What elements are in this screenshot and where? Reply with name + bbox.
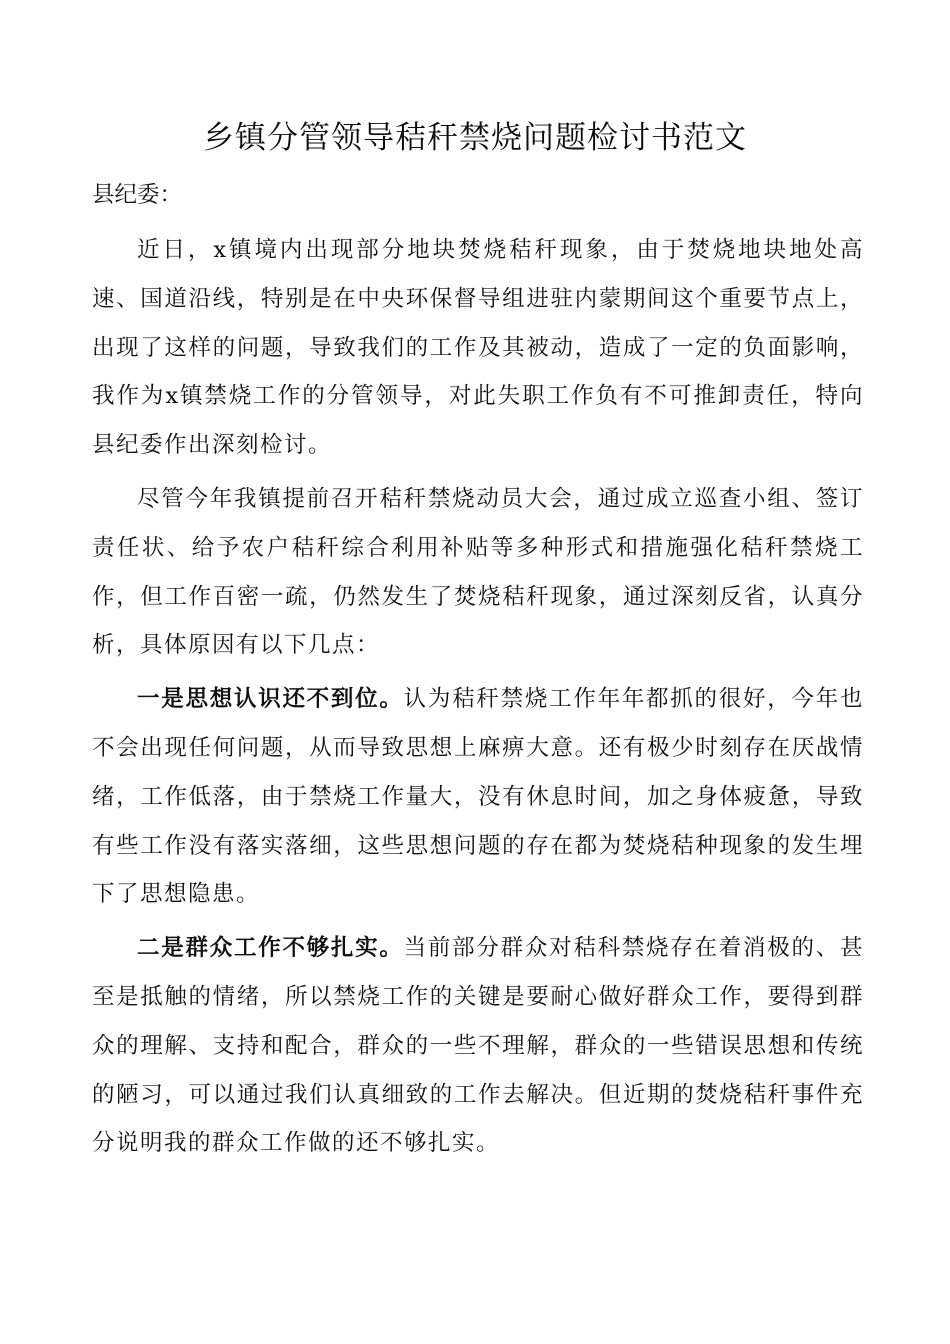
paragraph-4-lead: 二是群众工作不够扎实。 bbox=[137, 935, 404, 962]
salutation: 县纪委： bbox=[92, 182, 183, 208]
paragraph-3-lead: 一是思想认识还不到位。 bbox=[137, 686, 404, 713]
paragraph-4-text: 当前部分群众对秸科禁烧存在着消极的、甚至是抵触的情绪，所以禁烧工作的关键是要耐心做好群众工作，要得到群众的理解、支持和配合，群众的一些不理解，群众的一些错误思想和传统的陋习，可以通过我们认真细致的工作去解决。但近期的焚烧秸秆事件充分说明我的群众工作做的还不够扎实。 bbox=[92, 935, 864, 1157]
paragraph-3 bbox=[92, 675, 864, 919]
paragraph-1 bbox=[92, 226, 864, 470]
paragraph-4 bbox=[92, 924, 864, 1168]
paragraph-2 bbox=[92, 475, 864, 670]
paragraph-1-text: 近日，x镇境内出现部分地块焚烧秸秆现象，由于焚烧地块地处高速、国道沿线，特别是在中央环保督导组进驻内蒙期间这个重要节点上，出现了这样的问题，导致我们的工作及其被动，造成了一定的负面影响，我作为x镇禁烧工作的分管领导，对此失职工作负有不可推卸责任，特向县纪委作出深刻检讨。 bbox=[92, 237, 864, 459]
document-body bbox=[92, 226, 864, 1173]
paragraph-2-text: 尽管今年我镇提前召开秸秆禁烧动员大会，通过成立巡查小组、签订责任状、给予农户秸秆综合利用补贴等多种形式和措施强化秸秆禁烧工作，但工作百密一疏，仍然发生了焚烧秸秆现象，通过深刻反省，认真分析，具体原因有以下几点： bbox=[92, 485, 864, 659]
paragraph-3-text: 认为秸秆禁烧工作年年都抓的很好，今年也不会出现任何问题，从而导致思想上麻痹大意。还有极少时刻存在厌战情绪，工作低落，由于禁烧工作量大，没有休息时间，加之身体疲惫，导致有些工作没有落实落细，这些思想问题的存在都为焚烧秸种现象的发生埋下了思想隐患。 bbox=[92, 686, 864, 908]
document-title: 乡镇分管领导秸秆禁烧问题检讨书范文 bbox=[203, 120, 747, 156]
